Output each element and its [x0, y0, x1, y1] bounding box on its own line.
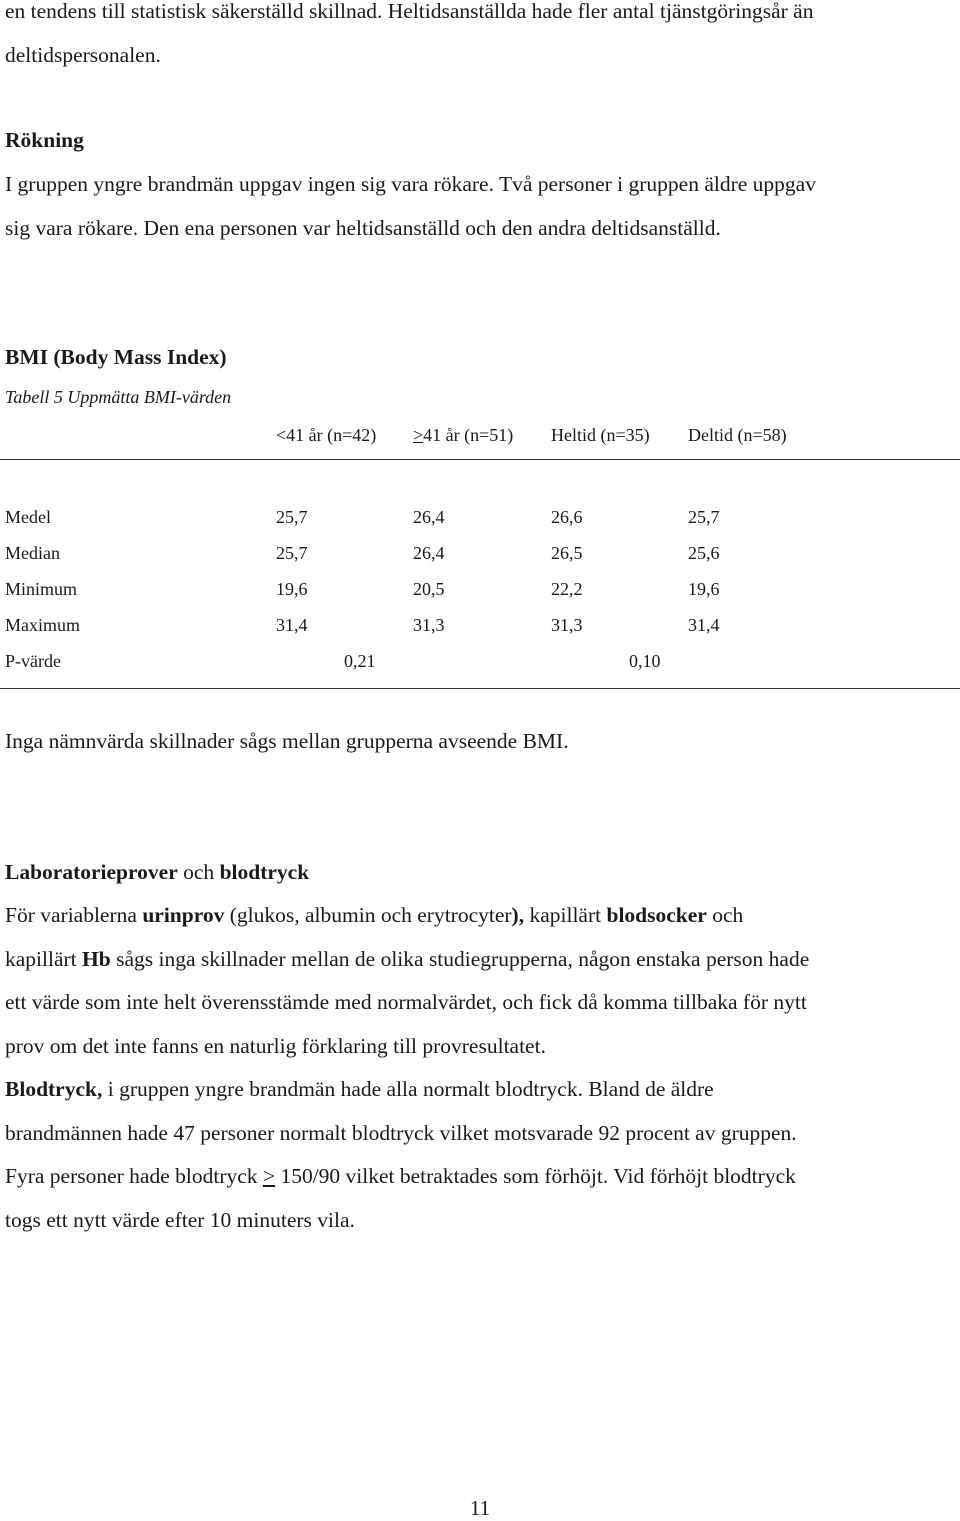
bp-line-2: brandmännen hade 47 personer normalt blodtryck vilket motsvarade 92 procent av gruppen. [5, 1120, 797, 1145]
table-bottom-rule [0, 688, 960, 689]
bp-line-3: Fyra personer hade blodtryck > 150/90 vilket betraktades som förhöjt. Vid förhöjt blodtryck [5, 1164, 796, 1188]
document-page: en tendens till statistisk säkerställd skillnad. Heltidsanställda hade fler antal tjänstgöringsår än deltidspersonalen. Rökning I gruppen yngre brandmän uppgav ingen sig vara rökare. Två personer i gruppen äldre uppgav sig vara rökare. Den ena personen var heltidsanställd och den andra deltidsanställd. BMI (Body Mass Index) Tabell 5 Uppmätta BMI-värden <41 år (n=42) >41 år (n=51) Heltid (n=35) Deltid (n=58) Medel 25,7 26,4 26,6 25,7 Median 25,7 26,4 26,5 25,6 Minimum 19,6 20,5 22,2 19,6 Maximum 31,4 31,3 31,3 31,4 P-värde 0,21 0,10 Inga nämnvärda skillnader sågs mellan grupperna avseende BMI. Laboratorieprover och blodtryck För variablerna urinprov (glukos, albumin och erytrocyter), kapillärt blodsocker och kapillärt Hb sågs inga skillnader mellan de olika studiegrupperna, någon enstaka person hade ett värde som inte helt överensstämde med normalvärdet, och fick då komma tillbaka för nytt prov om det inte fanns en naturlig förklaring till provresultatet. Blodtryck, i gruppen yngre brandmän hade alla normalt blodtryck. Bland de äldre brandmännen hade 47 personer normalt blodtryck vilket motsvarade 92 procent av gruppen. Fyra personer hade blodtryck > 150/90 vilket betraktades som förhöjt. Vid förhöjt blodtryck togs ett nytt värde efter 10 minuters vila. 11 [0, 0, 960, 1521]
col-header-deltid: Deltid (n=58) [688, 425, 787, 445]
lab-line-2: kapillärt Hb sågs inga skillnader mellan de olika studiegrupperna, någon enstaka person hade [5, 946, 810, 971]
gte-symbol: > [413, 425, 424, 445]
pvalue-age: 0,21 [344, 651, 376, 671]
smoking-line-2: sig vara rökare. Den ena personen var heltidsanställd och den andra deltidsanställd. [5, 215, 721, 240]
bmi-conclusion: Inga nämnvärda skillnader sågs mellan grupperna avseende BMI. [5, 729, 569, 753]
lab-heading: Laboratorieprover och blodtryck [5, 860, 310, 884]
lab-paragraph [5, 894, 955, 1242]
intro-line-2: deltidspersonalen. [5, 42, 161, 67]
lab-line-1: För variablerna urinprov (glukos, albumin och erytrocyter), kapillärt blodsocker och [5, 903, 744, 927]
table-caption: Tabell 5 Uppmätta BMI-värden [5, 387, 232, 407]
bmi-heading: BMI (Body Mass Index) [5, 345, 227, 369]
pvalue-employment: 0,10 [629, 651, 661, 671]
col-header-heltid: Heltid (n=35) [551, 425, 650, 445]
page-number: 11 [469, 1496, 491, 1520]
col-header-41-plus: >41 år (n=51) [413, 425, 514, 445]
lab-line-4: prov om det inte fanns en naturlig förklaring till provresultatet. [5, 1033, 546, 1058]
table-top-rule [0, 459, 960, 460]
smoking-line-1: I gruppen yngre brandmän uppgav ingen sig vara rökare. Två personer i gruppen äldre uppgav [5, 172, 816, 196]
col-header-under-41: <41 år (n=42) [276, 425, 377, 445]
gte-symbol: > [262, 1164, 276, 1188]
bp-line-4: togs ett nytt värde efter 10 minuters vila. [5, 1207, 355, 1232]
bp-line-1: Blodtryck, i gruppen yngre brandmän hade alla normalt blodtryck. Bland de äldre [5, 1077, 714, 1101]
smoking-paragraph [5, 163, 955, 250]
intro-paragraph [5, 0, 955, 77]
intro-line-1: en tendens till statistisk säkerställd skillnad. Heltidsanställda hade fler antal tjänstgöringsår än [5, 0, 814, 23]
lab-line-3: ett värde som inte helt överensstämde med normalvärdet, och fick då komma tillbaka för nytt [5, 990, 807, 1014]
smoking-heading: Rökning [5, 128, 84, 152]
